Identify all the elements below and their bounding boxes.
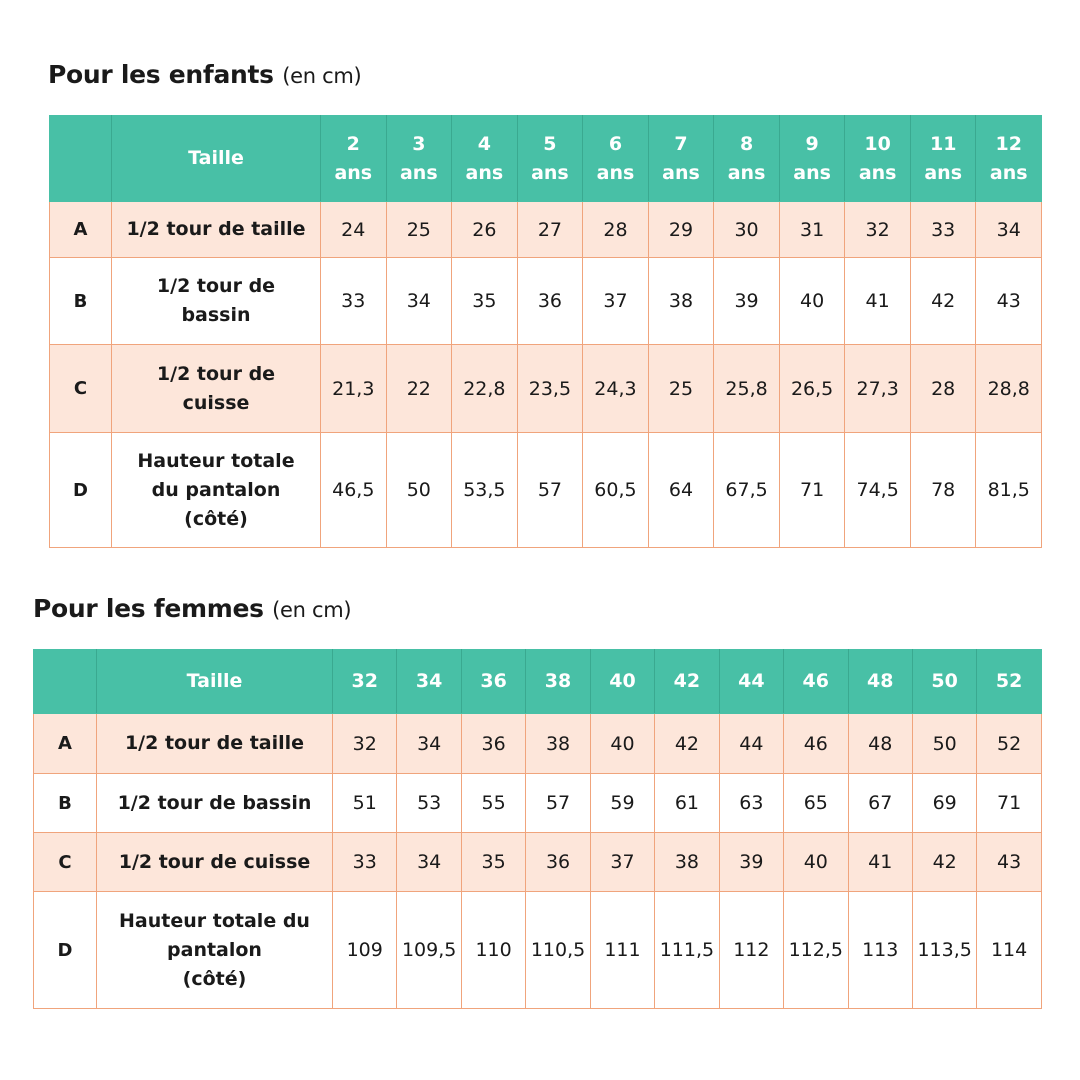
- kids-header-size-unit: ans: [399, 161, 438, 184]
- women-value-cell: 37: [590, 833, 654, 892]
- women-value-cell: 69: [912, 774, 976, 833]
- kids-row-letter: A: [50, 202, 112, 258]
- women-value-cell: 48: [848, 714, 912, 774]
- kids-header-size-unit: ans: [727, 161, 766, 184]
- women-table-row: [34, 892, 1042, 1009]
- women-value-cell: 61: [655, 774, 719, 833]
- kids-value-cell: 32: [845, 202, 911, 258]
- kids-value-cell: 26,5: [779, 345, 845, 433]
- kids-header-blank-cell: [50, 116, 112, 202]
- women-value-cell: 109,5: [397, 892, 461, 1009]
- women-table-row: [34, 774, 1042, 833]
- women-value-cell: 46: [784, 714, 848, 774]
- women-header-size-2: 36: [461, 650, 525, 714]
- kids-header-row: [50, 116, 1042, 202]
- women-header-row: [34, 650, 1042, 714]
- kids-header-size-unit: ans: [531, 161, 569, 184]
- women-value-cell: 35: [461, 833, 525, 892]
- women-header-size-0: 32: [333, 650, 397, 714]
- women-value-cell: 110: [461, 892, 525, 1009]
- kids-value-cell: 33: [321, 258, 387, 345]
- women-value-cell: 44: [719, 714, 783, 774]
- kids-row-measure-label: [112, 345, 321, 433]
- women-value-cell: 113,5: [912, 892, 976, 1009]
- women-value-cell: 113: [848, 892, 912, 1009]
- women-value-cell: 59: [590, 774, 654, 833]
- kids-row-measure-label: [112, 258, 321, 345]
- kids-value-cell: 53,5: [452, 433, 518, 548]
- kids-value-cell: 78: [910, 433, 976, 548]
- kids-title-text: Pour les enfants: [48, 60, 274, 89]
- kids-value-cell: 24: [321, 202, 387, 258]
- kids-value-cell: 29: [648, 202, 714, 258]
- women-value-cell: 112,5: [784, 892, 848, 1009]
- women-header-size-10: 52: [977, 650, 1041, 714]
- women-table-row: [34, 833, 1042, 892]
- kids-header-size-9: [910, 116, 976, 202]
- kids-value-cell: 64: [648, 433, 714, 548]
- kids-header-size-8: [845, 116, 911, 202]
- kids-header-size-7: [779, 116, 845, 202]
- women-value-cell: 67: [848, 774, 912, 833]
- kids-header-size-number: 7: [674, 132, 688, 155]
- women-section-title: [33, 594, 351, 623]
- women-header-size-4: 40: [590, 650, 654, 714]
- women-value-cell: 65: [784, 774, 848, 833]
- kids-value-cell: 34: [386, 258, 452, 345]
- kids-value-cell: 71: [779, 433, 845, 548]
- kids-row-measure-label: [112, 202, 321, 258]
- kids-header-size-3: [517, 116, 583, 202]
- women-table-body: [34, 714, 1042, 1009]
- kids-header-size-1: [386, 116, 452, 202]
- women-value-cell: 40: [590, 714, 654, 774]
- women-row-measure-label: [97, 714, 333, 774]
- women-value-cell: 38: [655, 833, 719, 892]
- kids-value-cell: 39: [714, 258, 780, 345]
- kids-row-measure-label: [112, 433, 321, 548]
- kids-row-letter: D: [50, 433, 112, 548]
- kids-measure-label-line: du pantalon: [151, 478, 281, 501]
- women-value-cell: 32: [333, 714, 397, 774]
- women-value-cell: 111: [590, 892, 654, 1009]
- women-unit-text: (en cm): [272, 598, 352, 622]
- kids-header-size-label: Taille: [112, 116, 321, 202]
- women-value-cell: 36: [461, 714, 525, 774]
- women-row-letter: B: [34, 774, 97, 833]
- women-row-letter: D: [34, 892, 97, 1009]
- women-value-cell: 39: [719, 833, 783, 892]
- women-header-blank-cell: [34, 650, 97, 714]
- kids-value-cell: 50: [386, 433, 452, 548]
- women-measure-label-line: 1/2 tour de cuisse: [118, 850, 311, 873]
- kids-value-cell: 23,5: [517, 345, 583, 433]
- kids-value-cell: 41: [845, 258, 911, 345]
- women-row-measure-label: [97, 892, 333, 1009]
- kids-measure-label-line: Hauteur totale: [137, 449, 295, 472]
- women-header-size-8: 48: [848, 650, 912, 714]
- kids-value-cell: 40: [779, 258, 845, 345]
- kids-measure-label-line: 1/2 tour de: [156, 362, 276, 385]
- kids-value-cell: 26: [452, 202, 518, 258]
- kids-table-body: [50, 202, 1042, 548]
- kids-value-cell: 81,5: [976, 433, 1042, 548]
- kids-value-cell: 31: [779, 202, 845, 258]
- kids-value-cell: 27: [517, 202, 583, 258]
- women-header-size-5: 42: [655, 650, 719, 714]
- kids-value-cell: 25: [648, 345, 714, 433]
- kids-value-cell: 25,8: [714, 345, 780, 433]
- kids-header-size-6: [714, 116, 780, 202]
- kids-header-size-unit: ans: [858, 161, 897, 184]
- kids-header-size-number: 3: [412, 132, 426, 155]
- kids-measure-label-line: bassin: [181, 304, 251, 326]
- kids-header-size-number: 8: [739, 132, 754, 155]
- women-value-cell: 42: [655, 714, 719, 774]
- women-value-cell: 114: [977, 892, 1041, 1009]
- women-row-measure-label: [97, 774, 333, 833]
- women-header-size-6: 44: [719, 650, 783, 714]
- kids-header-size-5: [648, 116, 714, 202]
- kids-measure-label-line: 1/2 tour de taille: [126, 218, 306, 240]
- kids-value-cell: 28: [583, 202, 649, 258]
- kids-measure-label-line: cuisse: [182, 391, 250, 414]
- women-value-cell: 50: [912, 714, 976, 774]
- kids-header-size-number: 11: [929, 132, 957, 155]
- kids-value-cell: 38: [648, 258, 714, 345]
- women-value-cell: 51: [333, 774, 397, 833]
- women-value-cell: 111,5: [655, 892, 719, 1009]
- kids-value-cell: 28,8: [976, 345, 1042, 433]
- kids-value-cell: 25: [386, 202, 452, 258]
- kids-header-size-number: 12: [995, 132, 1022, 155]
- kids-measure-label-line: 1/2 tour de: [156, 275, 276, 297]
- kids-header-size-0: [321, 116, 387, 202]
- kids-value-cell: 22: [386, 345, 452, 433]
- kids-header-size-unit: ans: [924, 161, 963, 184]
- women-value-cell: 33: [333, 833, 397, 892]
- kids-row-letter: B: [50, 258, 112, 345]
- kids-value-cell: 24,3: [583, 345, 649, 433]
- women-table-row: [34, 714, 1042, 774]
- kids-section-title: [48, 60, 361, 89]
- women-value-cell: 38: [526, 714, 590, 774]
- kids-header-size-number: 5: [543, 132, 557, 155]
- women-value-cell: 109: [333, 892, 397, 1009]
- women-value-cell: 71: [977, 774, 1041, 833]
- kids-header-size-number: 2: [346, 132, 360, 155]
- women-header-size-label: Taille: [97, 650, 333, 714]
- women-value-cell: 57: [526, 774, 590, 833]
- women-measure-label-line: 1/2 tour de bassin: [117, 791, 312, 814]
- women-header-size-3: 38: [526, 650, 590, 714]
- kids-table-row: [50, 258, 1042, 345]
- women-header-size-9: 50: [912, 650, 976, 714]
- kids-header-size-number: 10: [864, 132, 891, 155]
- kids-header-size-unit: ans: [793, 161, 831, 184]
- kids-header-size-4: [583, 116, 649, 202]
- women-value-cell: 43: [977, 833, 1041, 892]
- women-value-cell: 63: [719, 774, 783, 833]
- kids-value-cell: 57: [517, 433, 583, 548]
- kids-header-size-unit: ans: [662, 161, 700, 184]
- kids-header-size-number: 4: [477, 132, 491, 155]
- kids-value-cell: 30: [714, 202, 780, 258]
- women-value-cell: 112: [719, 892, 783, 1009]
- women-title-text: Pour les femmes: [33, 594, 264, 623]
- kids-value-cell: 35: [452, 258, 518, 345]
- kids-header-size-unit: ans: [334, 161, 373, 184]
- kids-table-row: [50, 433, 1042, 548]
- kids-size-table: [49, 115, 1042, 548]
- women-row-measure-label: [97, 833, 333, 892]
- kids-unit-text: (en cm): [282, 64, 362, 88]
- kids-value-cell: 33: [910, 202, 976, 258]
- kids-header-size-unit: ans: [465, 161, 504, 184]
- kids-header-size-number: 9: [805, 132, 819, 155]
- kids-value-cell: 42: [910, 258, 976, 345]
- women-value-cell: 42: [912, 833, 976, 892]
- women-value-cell: 41: [848, 833, 912, 892]
- women-value-cell: 40: [784, 833, 848, 892]
- kids-value-cell: 60,5: [583, 433, 649, 548]
- women-value-cell: 55: [461, 774, 525, 833]
- kids-measure-label-line: (côté): [184, 507, 248, 530]
- women-header-size-7: 46: [784, 650, 848, 714]
- kids-header-size-unit: ans: [989, 161, 1028, 184]
- women-value-cell: 52: [977, 714, 1041, 774]
- women-measure-label-line: (côté): [182, 967, 247, 990]
- kids-value-cell: 22,8: [452, 345, 518, 433]
- kids-value-cell: 34: [976, 202, 1042, 258]
- women-value-cell: 34: [397, 714, 461, 774]
- women-measure-label-line: 1/2 tour de taille: [124, 732, 305, 754]
- kids-value-cell: 67,5: [714, 433, 780, 548]
- women-value-cell: 34: [397, 833, 461, 892]
- kids-value-cell: 74,5: [845, 433, 911, 548]
- kids-value-cell: 27,3: [845, 345, 911, 433]
- kids-header-size-10: [976, 116, 1042, 202]
- kids-header-size-unit: ans: [596, 161, 635, 184]
- women-value-cell: 53: [397, 774, 461, 833]
- kids-value-cell: 36: [517, 258, 583, 345]
- kids-table-row: [50, 202, 1042, 258]
- women-header-size-1: 34: [397, 650, 461, 714]
- kids-table-row: [50, 345, 1042, 433]
- women-value-cell: 110,5: [526, 892, 590, 1009]
- kids-value-cell: 43: [976, 258, 1042, 345]
- women-measure-label-line: Hauteur totale du: [119, 909, 310, 932]
- kids-value-cell: 46,5: [321, 433, 387, 548]
- kids-row-letter: C: [50, 345, 112, 433]
- kids-value-cell: 37: [583, 258, 649, 345]
- women-row-letter: C: [34, 833, 97, 892]
- women-value-cell: 36: [526, 833, 590, 892]
- women-row-letter: A: [34, 714, 97, 774]
- kids-value-cell: 21,3: [321, 345, 387, 433]
- kids-value-cell: 28: [910, 345, 976, 433]
- kids-header-size-2: [452, 116, 518, 202]
- women-measure-label-line: pantalon: [167, 938, 262, 961]
- women-size-table: [33, 649, 1042, 1009]
- kids-header-size-number: 6: [608, 132, 623, 155]
